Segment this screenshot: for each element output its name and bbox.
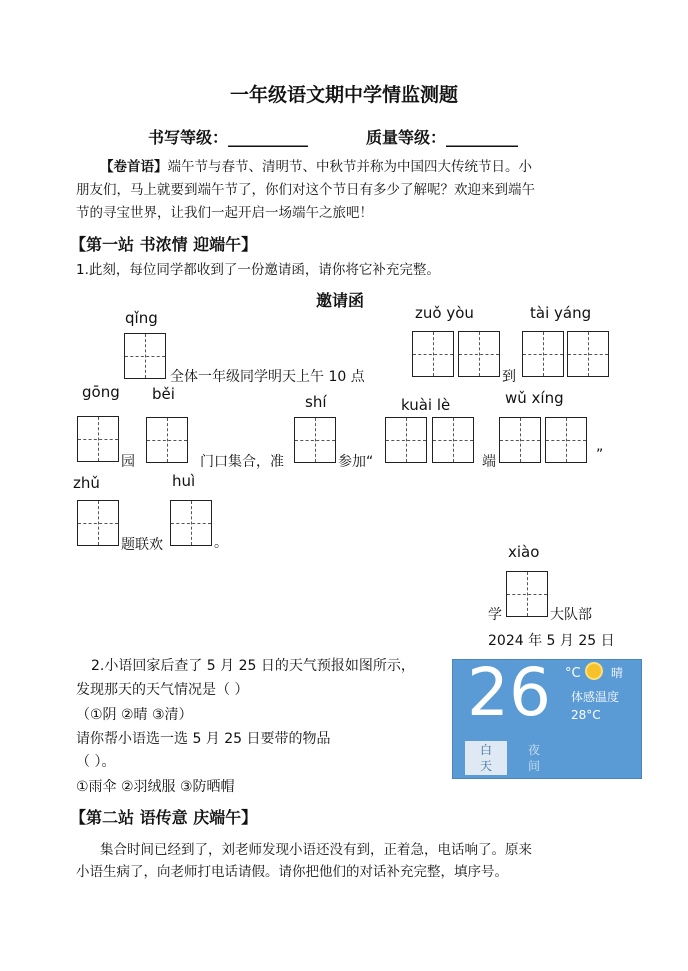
letter-text-5: 参加“ xyxy=(338,454,374,470)
char-box-kuai[interactable] xyxy=(385,417,427,463)
tab-night-label-1: 夜 xyxy=(527,743,540,757)
page-title: 一年级语文期中学情监测题 xyxy=(229,84,458,106)
pinyin-wu-xing: wǔ xíng xyxy=(505,389,564,407)
q2-options-1: （①阴 ②晴 ③清） xyxy=(76,707,193,723)
pinyin-tai-yang: tài yáng xyxy=(530,304,592,322)
intro-text: 端午节与春节、清明节、中秋节并称为中国四大传统节日。小 xyxy=(167,159,532,175)
letter-text-9: 。 xyxy=(214,535,228,551)
char-box-tai[interactable] xyxy=(522,331,564,377)
feel-temp-label: 体感温度 xyxy=(571,690,620,704)
letter-text-11: 大队部 xyxy=(550,607,592,623)
q2-line-2: 发现那天的天气情况是（ ） xyxy=(76,682,249,698)
weather-widget xyxy=(452,654,642,779)
letter-title: 邀请函 xyxy=(316,291,365,310)
q2-blank: （ ）。 xyxy=(76,754,116,770)
char-box-le[interactable] xyxy=(432,417,474,463)
pinyin-kuai-le: kuài lè xyxy=(401,396,451,414)
char-box-xiao[interactable] xyxy=(506,571,548,617)
letter-text-8: 题联欢 xyxy=(121,537,163,553)
q2-line-1: 2.小语回家后查了 5 月 25 日的天气预报如图所示， xyxy=(91,658,415,674)
letter-text-3: 园 xyxy=(121,454,135,470)
section2-line-2: 小语生病了，向老师打电话请假。请你把他们的对话补充完整，填序号。 xyxy=(76,864,508,880)
section1-heading: 【第一站 书浓情 迎端午】 xyxy=(70,235,258,254)
letter-text-2: 到 xyxy=(502,369,516,385)
letter-text-10: 学 xyxy=(488,607,502,623)
char-box-xing[interactable] xyxy=(545,417,587,463)
letter-text-1: 全体一年级同学明天上午 10 点 xyxy=(170,369,365,385)
pinyin-zuo-you: zuǒ yòu xyxy=(415,304,474,322)
pinyin-bei: běi xyxy=(152,385,175,403)
char-box-bei[interactable] xyxy=(146,417,188,463)
tab-night-label-2: 间 xyxy=(527,759,540,773)
pinyin-hui: huì xyxy=(172,472,196,490)
char-box-wu[interactable] xyxy=(499,417,541,463)
intro-line-1 xyxy=(100,155,532,175)
section2-heading: 【第二站 语传意 庆端午】 xyxy=(70,808,258,827)
pinyin-qing: qǐng xyxy=(125,309,158,327)
writing-grade: 书写等级：__________ xyxy=(148,128,309,147)
question-1: 1.此刻，每位同学都收到了一份邀请函，请你将它补充完整。 xyxy=(76,262,440,278)
char-box-yang[interactable] xyxy=(567,331,609,377)
letter-text-6: 端 xyxy=(482,454,496,470)
tab-day-label-2: 天 xyxy=(479,759,492,773)
letter-text-4: 门口集合，准 xyxy=(200,454,284,470)
intro-lead: 【卷首语】 xyxy=(100,159,168,175)
char-box-you[interactable] xyxy=(458,331,500,377)
q2-options-2: ①雨伞 ②羽绒服 ③防晒帽 xyxy=(76,779,235,795)
char-box-qing[interactable] xyxy=(124,333,166,379)
char-box-gong[interactable] xyxy=(77,416,119,462)
tab-day-label-1: 白 xyxy=(479,743,492,757)
weather-unit: °C xyxy=(565,666,581,681)
pinyin-zhu: zhǔ xyxy=(73,474,100,492)
tab-day[interactable] xyxy=(465,741,507,775)
weather-condition: 晴 xyxy=(611,666,624,680)
char-box-zuo[interactable] xyxy=(412,331,454,377)
char-box-zhu[interactable] xyxy=(77,500,119,546)
weather-temp: 26 xyxy=(467,654,551,731)
char-box-hui[interactable] xyxy=(170,500,212,546)
pinyin-shi: shí xyxy=(305,393,327,411)
q2-line-3: 请你帮小语选一选 5 月 25 日要带的物品 xyxy=(76,731,331,747)
tab-night[interactable] xyxy=(513,741,555,775)
letter-date: 2024 年 5 月 25 日 xyxy=(488,633,615,649)
pinyin-gong: gōng xyxy=(82,383,120,401)
pinyin-xiao: xiào xyxy=(508,543,540,561)
feel-temp-value: 28°C xyxy=(571,708,601,722)
section2-line-1: 集合时间已经到了，刘老师发现小语还没有到，正着急，电话响了。原来 xyxy=(100,842,532,858)
sun-icon xyxy=(587,664,601,678)
intro-line-3: 节的寻宝世界，让我们一起开启一场端午之旅吧！ xyxy=(76,205,373,221)
letter-text-7: ” xyxy=(596,447,604,463)
char-box-shi[interactable] xyxy=(294,417,336,463)
intro-line-2: 朋友们，马上就要到端午节了，你们对这个节日有多少了解呢？欢迎来到端午 xyxy=(76,182,535,198)
quality-grade: 质量等级：_________ xyxy=(366,128,519,147)
